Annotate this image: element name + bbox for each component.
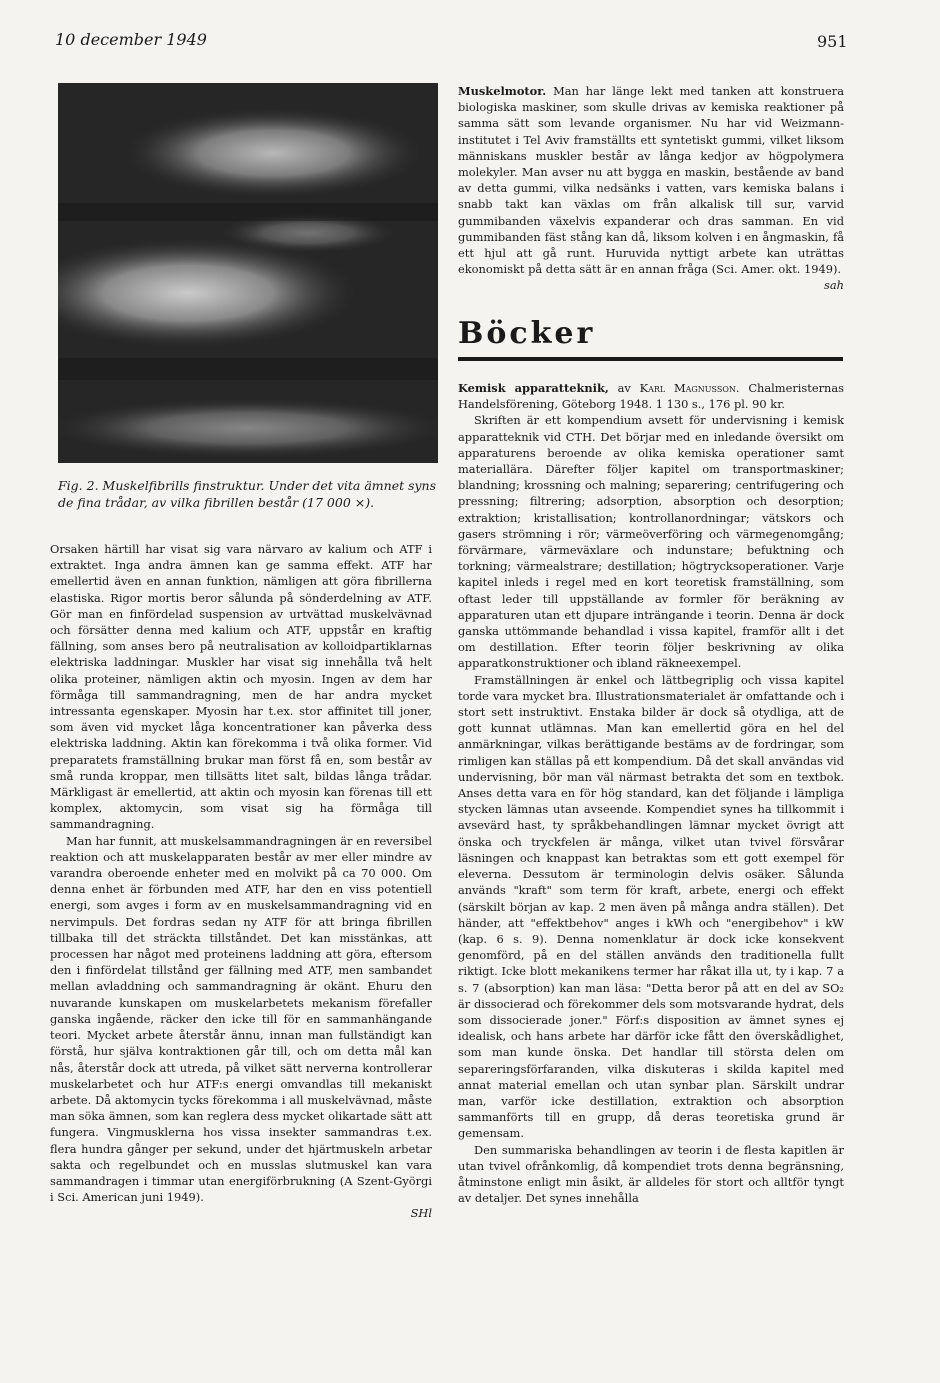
author-signature: SHl — [410, 1206, 432, 1221]
review-paragraph: Den summariska behandlingen av teorin i de flesta kapitlen är utan tvivel ofrånkomlig, då kompendiet trots denna begränsning, åtminstone enligt min åsikt, är alldeles för stort och alltför tyngt av detaljer. Det synes innehålla — [458, 1142, 844, 1206]
book-author: Karl Magnusson. — [639, 381, 740, 395]
book-publisher: Chalmeristernas Handelsförening, Göteborg 1948. 1 130 s., 176 pl. 90 kr. — [458, 381, 845, 412]
review-paragraph: Framställningen är enkel och lättbegriplig och vissa kapitel torde vara mycket bra. Illustrationsmaterialet är omfattande och i stort sett instruktivt. Enstaka bilder är dock så otydliga, att de gott kunnat utlämnas. Man kan emellertid göra en hel del anmärkningar, vilkas berättigande bestäms av de fordringar, som rimligen kan ställas på ett kompendium. Då det skall användas vid undervisning, bör man väl närmast betrakta det som en textbok. Anses detta vara en för hög standard, kan det följande i lämpliga stycken lämnas utan avseende. Kompendiet synes ha tillkommit i avsevärd hast, ty språkbehandlingen lämnar mycket övrigt att önska och tryckfelen är många, vilket utan tvivel försvårar läsningen och knappast kan betraktas som ett gott exempel för eleverna. Dessutom är terminologin delvis osäker. Sålunda används "kraft" som term för kraft, arbete, energi och effekt (särskilt början av kap. 2 men även på många andra ställen). Det händer, att "effektbehov" anges i kWh och "energibehov" i kW (kap. 6 s. 9). Denna nomenklatur är dock icke konsekvent genomförd, på en del ställen används den traditionella fullt riktigt. Icke blott mekanikens termer har råkat illa ut, ty i kap. 7 a s. 7 (absorption) kan man läsa: "Detta beror på att en del av SO₂ är dissocierad och förekommer dels som motsvarande hydrat, dels som dissocierade joner." Förf:s disposition av ämnet synes ej idealisk, och hans arbete har därför icke fått den överskådlighet, som man kunde önska. Det handlar till största delen om separeringsförfaranden, vilka diskuteras i skilda kapitel med annat material emellan och utan synbar plan. Särskilt undrar man, varför icke destillation, extraktion och absorption sammanförts till en grupp, då deras teoretiska grund är gemensam. — [458, 672, 844, 1141]
author-prefix: av — [617, 381, 631, 395]
left-article-column — [50, 541, 432, 1222]
micrograph-figure — [58, 83, 438, 463]
review-paragraph: Skriften är ett kompendium avsett för undervisning i kemisk apparatteknik vid CTH. Det börjar med en inledande översikt om apparaturens beroende av olika kemiska operationer samt materiallära. Därefter följer kapitel om transportmaskiner; blandning; krossning och malning; separering; centrifugering och pressning; filtrering; adsorption, absorption och desorption; extraktion; kristallisation; kontrollanordningar; vätskors och gasers strömning i rör; värmeöverföring och värmegenomgång; förvärmare, värmeväxlare och indunstare; befuktning och torkning; värmealstrare; destillation; högtrycksoperationer. Varje kapitel inleds i regel med en kort teoretisk framställning, som oftast leder till uppställande av formler för beräkning av apparaturen utan ett djupare inträngande i teorin. Denna är dock ganska uttömmande behandlad i vissa kapitel, framför allt i det om destillation. Efter teorin följer beskrivning av olika apparatkonstruktioner och ibland räkneexempel. — [458, 413, 844, 671]
article-paragraph: Man har funnit, att muskelsammandragningen är en reversibel reaktion och att muskelapparaten består av mer eller mindre av varandra oberoende enheter med en molvikt på ca 70 000. Om denna enhet är förbunden med ATF, har den en viss potentiell energi, som avges i form av en muskelsammandragning vid en nervimpuls. Det fordras sedan ny ATF för att bringa fibrillen tillbaka till det sträckta tillståndet. Det kan misstänkas, att processen har något med proteinens laddning att göra, eftersom den i finfördelat tillstånd ger fällning med ATF, men sambandet mellan avladdning och sammandragning är okänt. Ehuru den nuvarande kunskapen om muskelarbetets mekanism förefaller ganska ingående, räcker den icke till för en sammanhängande teori. Mycket arbete återstår ännu, innan man fullständigt kan förstå, hur själva kontraktionen går till, och om detta mål kan nås, återstår dock att utreda, på vilket sätt nerverna kontrollerar muskelarbetet och hur ATF:s energi omvandlas till mekaniskt arbete. Då aktomycin tycks förekomma i all muskelvävnad, måste man söka ämnen, som kan reglera dess mycket olikartade sätt att fungera. Vingmusklerna hos vissa insekter sammandras t.ex. flera hundra gånger per sekund, under det hjärtmuskeln arbetar sakta och regelbundet och en musslas slutmuskel kan vara sammandragen i timmar utan energiförbrukning (A Szent-Györgi i Sci. American juni 1949). — [50, 833, 432, 1205]
article-paragraph — [458, 83, 844, 277]
running-head-date: 10 december 1949 — [55, 30, 207, 49]
section-title: Böcker — [458, 316, 596, 351]
review-heading — [458, 380, 844, 412]
book-title: Kemisk apparatteknik, — [458, 381, 609, 395]
section-rule — [458, 357, 843, 361]
author-signature: sah — [824, 278, 844, 293]
article-paragraph: Orsaken härtill har visat sig vara närvaro av kalium och ATF i extraktet. Inga andra ämnen kan ge samma effekt. ATF har emellertid även en annan funktion, nämligen att göra fibrillerna elastiska. Rigor mortis beror sålunda på sönderdelning av ATF. Gör man en finfördelad suspension av urtvättad muskelvävnad och försätter denna med kalium och ATF, uppstår en kraftig fällning, som anses bero på neutralisation av kolloidpartiklarnas elektriska laddningar. Muskler har visat sig innehålla två helt olika proteiner, nämligen aktin och myosin. Ingen av dem har förmåga till sammandragning, men de har andra mycket intressanta egenskaper. Myosin har t.ex. stor affinitet till joner, som även vid mycket låga koncentrationer kan påverka dess elektriska laddning. Aktin kan förekomma i två olika former. Vid preparatets framställning brukar man först få en, som består av små runda kroppar, men tillsätts litet salt, bildas långa trådar. Märkligast är emellertid, att aktin och myosin kan förenas till ett komplex, aktomycin, som visat sig ha förmåga till sammandragning. — [50, 542, 432, 832]
page-number: 951 — [817, 32, 848, 51]
micrograph-image — [58, 83, 438, 463]
figure-caption: Fig. 2. Muskelfibrills finstruktur. Under det vita ämnet syns de fina trådar, av vilka fibrillen består (17 000 ×). — [58, 478, 437, 510]
article-text: Man har länge lekt med tanken att konstruera biologiska maskiner, som skulle drivas av kemiska reaktioner på samma sätt som levande organismer. Nu har vid Weizmann-institutet i Tel Aviv framställts ett syntetiskt gummi, vilket liksom människans muskler består av långa kedjor av högpolymera molekyler. Man avser nu att bygga en maskin, bestående av band av detta gummi, vilka nedsänks i vatten, vars kemiska balans i snabb takt kan växlas om från alkalisk till sur, varvid gummibanden växelvis expanderar och dras samman. En vid gummibanden fäst stång kan då, liksom kolven i en ångmaskin, få ett hjul att gå runt. Huruvida nyttigt arbete kan uträttas ekonomiskt på detta sätt är en annan fråga (Sci. Amer. okt. 1949). — [458, 84, 844, 277]
book-review — [458, 380, 844, 1206]
muskelmotor-article — [458, 83, 844, 294]
article-headline: Muskelmotor. — [458, 84, 547, 98]
